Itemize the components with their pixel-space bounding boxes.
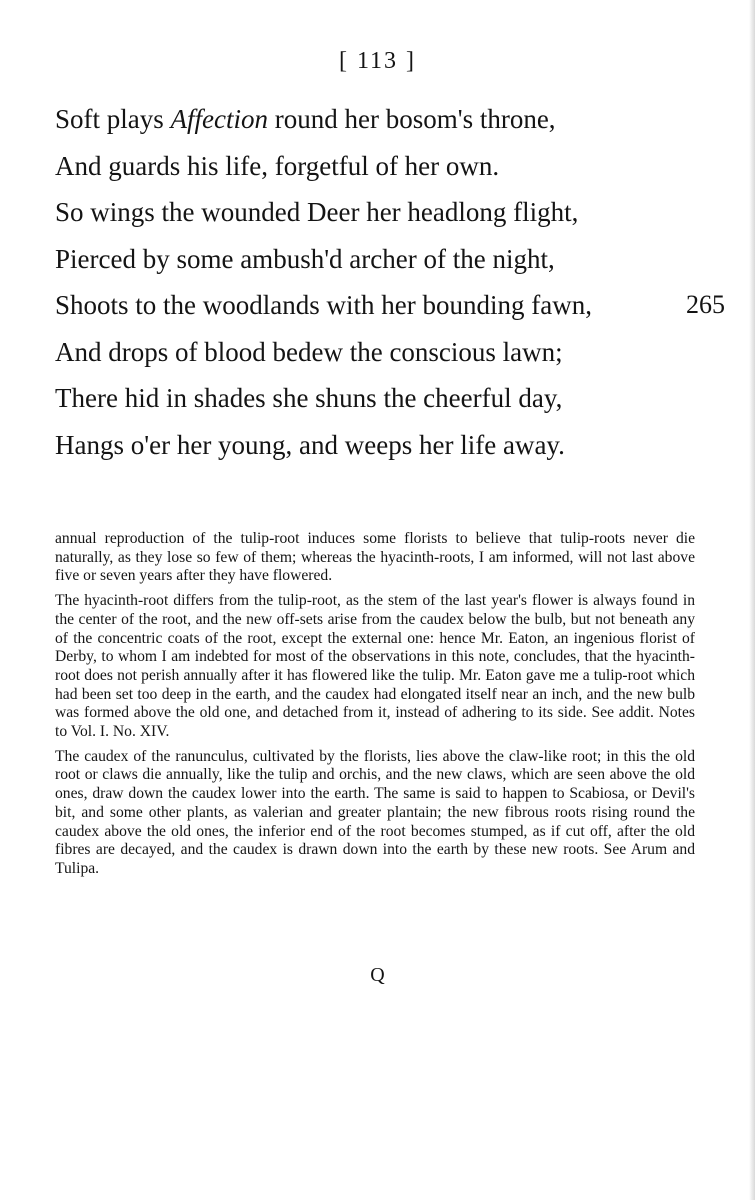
verse-line: So wings the wounded Deer her headlong flight,: [55, 197, 579, 227]
verse-line: And drops of blood bedew the conscious lawn;: [55, 336, 563, 367]
footnotes: [55, 530, 695, 885]
page-edge-shadow: [749, 0, 755, 1200]
footnote-paragraph: The caudex of the ranunculus, cultivated by the florists, lies above the claw-like root; in this the old root or claws die annually, like the tulip and orchis, and the new claws, which are seen above the old ones, draw down the caudex lower into the earth. The same is said to happen to Scabiosa, or Devil's bit, and some other plants, as valerian and greater plantain; the new fibrous roots rising round the caudex above the old ones, the inferior end of the root becomes stumped, as if cut off, after the old fibres are decayed, and the caudex is drawn down into the earth by these new roots. See Arum and Tulipa.: [55, 747, 695, 877]
verse-line: Soft plays Affection round her bosom's throne,: [55, 104, 556, 134]
verse-line: Pierced by some ambush'd archer of the night,: [55, 243, 555, 274]
footnote-paragraph: annual reproduction of the tulip-root induces some florists to believe that tulip-roots never die naturally, as they lose so few of them; whereas the hyacinth-roots, I am informed, will not last above five or seven years after they have flowered.: [55, 530, 695, 585]
signature-mark: Q: [370, 964, 385, 986]
poem-verses: [55, 96, 725, 468]
page-number: [ 113 ]: [338, 48, 417, 74]
emphasized-word: Affection: [170, 104, 268, 134]
verse-line: Shoots to the woodlands with her bounding fawn, 265: [55, 282, 715, 329]
line-number: 265: [686, 290, 725, 319]
footnote-paragraph: The hyacinth-root differs from the tulip-root, as the stem of the last year's flower is always found in the center of the root, and the new off-sets arise from the caudex below the bulb, but not beneath any of the concentric coats of the root, except the external one: hence Mr. Eaton, an ingenious florist of Derby, to whom I am indebted for most of the observations in this note, concludes, that the hyacinth-root does not perish annually after it has flowered like the tulip. Mr. Eaton gave me a tulip-root which had been set too deep in the earth, and the caudex had elongated itself near an inch, and the new bulb was formed above the old one, and detached from it, instead of adhering to its side. See addit. Notes to Vol. I. No. XIV.: [55, 592, 695, 741]
verse-line: Hangs o'er her young, and weeps her life away.: [55, 429, 565, 460]
verse-line: And guards his life, forgetful of her own.: [55, 150, 500, 181]
verse-line: There hid in shades she shuns the cheerful day,: [55, 383, 563, 413]
